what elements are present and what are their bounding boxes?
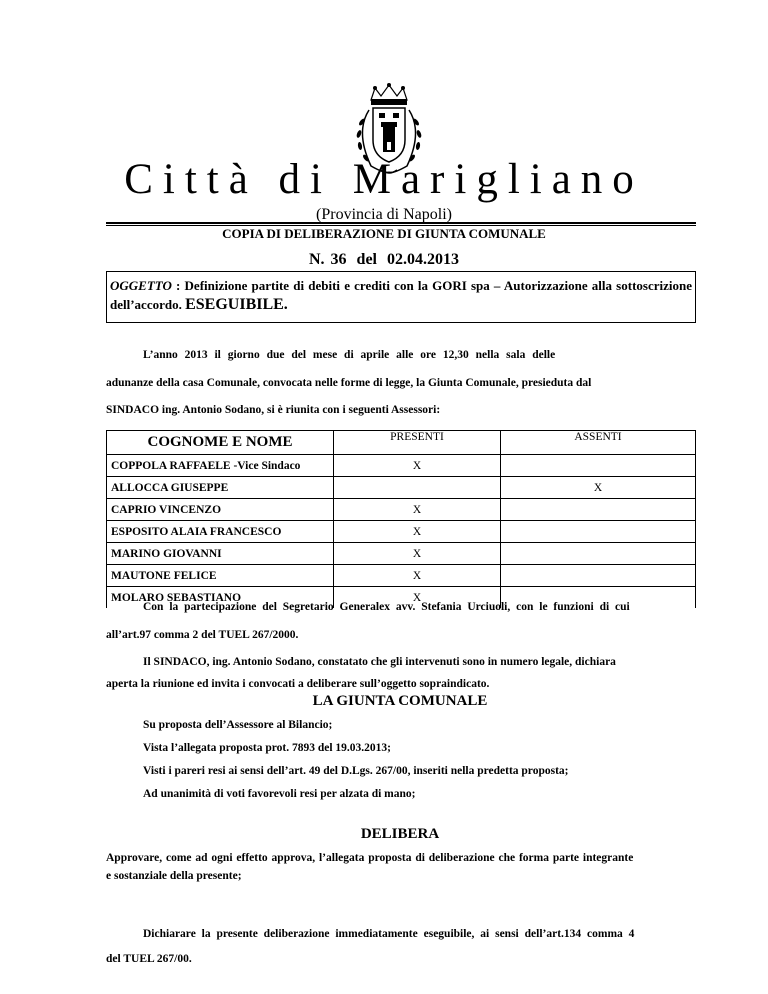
- assessor-name: MOLARO SEBASTIANO: [107, 587, 334, 609]
- present-mark: X: [334, 499, 501, 521]
- present-mark: X: [334, 587, 501, 609]
- subject-status: ESEGUIBILE.: [185, 296, 288, 313]
- date-value: 02.04.2013: [387, 251, 459, 268]
- section-title-delibera: DELIBERA: [360, 826, 440, 842]
- participation-line-2: all’art.97 comma 2 del TUEL 267/2000.: [106, 629, 299, 641]
- date-label: del: [356, 251, 377, 268]
- present-mark: X: [334, 565, 501, 587]
- assessor-name: MAUTONE FELICE: [107, 565, 334, 587]
- assessor-name: ALLOCCA GIUSEPPE: [107, 477, 334, 499]
- sindaco-line-2: aperta la riunione ed invita i convocati a deliberare sull’oggetto sopraindicato.: [106, 678, 490, 690]
- absent-mark: [501, 455, 696, 477]
- table-row: [107, 565, 696, 587]
- assessor-name: ESPOSITO ALAIA FRANCESCO: [107, 521, 334, 543]
- table-row: [107, 499, 696, 521]
- province: (Provincia di Napoli): [316, 206, 452, 223]
- table-row: [107, 543, 696, 565]
- assessor-name: COPPOLA RAFFAELE -Vice Sindaco: [107, 455, 334, 477]
- header-absent: ASSENTI: [501, 431, 696, 455]
- absent-mark: [501, 565, 696, 587]
- subject-box: [106, 271, 696, 323]
- subject-label: OGGETTO: [110, 278, 172, 293]
- intro-line-3: SINDACO ing. Antonio Sodano, si è riunita con i seguenti Assessori:: [106, 404, 441, 416]
- intro-line-1: L’anno 2013 il giorno due del mese di aprile alle ore 12,30 nella sala delle: [143, 349, 556, 361]
- delibera-paragraph-1-line-1: Approvare, come ad ogni effetto approva, l’allegata proposta di deliberazione che forma parte integrante: [106, 852, 634, 864]
- present-mark: X: [334, 521, 501, 543]
- participation-line-1: Con la partecipazione del Segretario Generalex avv. Stefania Urciuoli, con le funzioni di cui: [143, 601, 630, 613]
- deliberation-number: [0, 250, 768, 270]
- absent-mark: [501, 521, 696, 543]
- absent-mark: X: [501, 477, 696, 499]
- document-type: COPIA DI DELIBERAZIONE DI GIUNTA COMUNALE: [222, 226, 546, 241]
- delibera-paragraph-2-line-1: Dichiarare la presente deliberazione immediatamente eseguibile, ai sensi dell’art.134 comma 4: [143, 928, 635, 940]
- present-mark: X: [334, 543, 501, 565]
- table-row: [107, 521, 696, 543]
- present-mark: X: [334, 455, 501, 477]
- list-item: Vista l’allegata proposta prot. 7893 del 19.03.2013;: [143, 742, 391, 754]
- absent-mark: [501, 499, 696, 521]
- absent-mark: [501, 543, 696, 565]
- table-row: [107, 477, 696, 499]
- assessor-name: CAPRIO VINCENZO: [107, 499, 334, 521]
- section-title-giunta: LA GIUNTA COMUNALE: [312, 693, 488, 709]
- list-item: Su proposta dell’Assessore al Bilancio;: [143, 719, 333, 731]
- delibera-paragraph-2-line-2: del TUEL 267/00.: [106, 953, 192, 965]
- number-label: N.: [308, 251, 325, 268]
- table-row: [107, 455, 696, 477]
- attendance-header-row: [107, 431, 696, 455]
- city-title: Città di Marigliano: [124, 156, 644, 203]
- attendance-table: [106, 430, 696, 608]
- header-present: PRESENTI: [334, 431, 501, 455]
- header-name: COGNOME E NOME: [107, 431, 334, 455]
- present-mark: [334, 477, 501, 499]
- list-item: Visti i pareri resi ai sensi dell’art. 49 del D.Lgs. 267/00, inseriti nella predetta proposta;: [143, 765, 569, 777]
- delibera-paragraph-1-line-2: e sostanziale della presente;: [106, 870, 242, 882]
- number-value: 36: [330, 251, 347, 268]
- intro-line-2: adunanze della casa Comunale, convocata nelle forme di legge, la Giunta Comunale, presieduta dal: [106, 377, 592, 389]
- assessor-name: MARINO GIOVANNI: [107, 543, 334, 565]
- list-item: Ad unanimità di voti favorevoli resi per alzata di mano;: [143, 788, 416, 800]
- subject-text: : Definizione partite di debiti e crediti con la GORI spa – Autorizzazione alla sottoscrizione dell’accordo.: [110, 278, 692, 312]
- sindaco-line-1: Il SINDACO, ing. Antonio Sodano, constatato che gli intervenuti sono in numero legale, dichiara: [143, 656, 616, 668]
